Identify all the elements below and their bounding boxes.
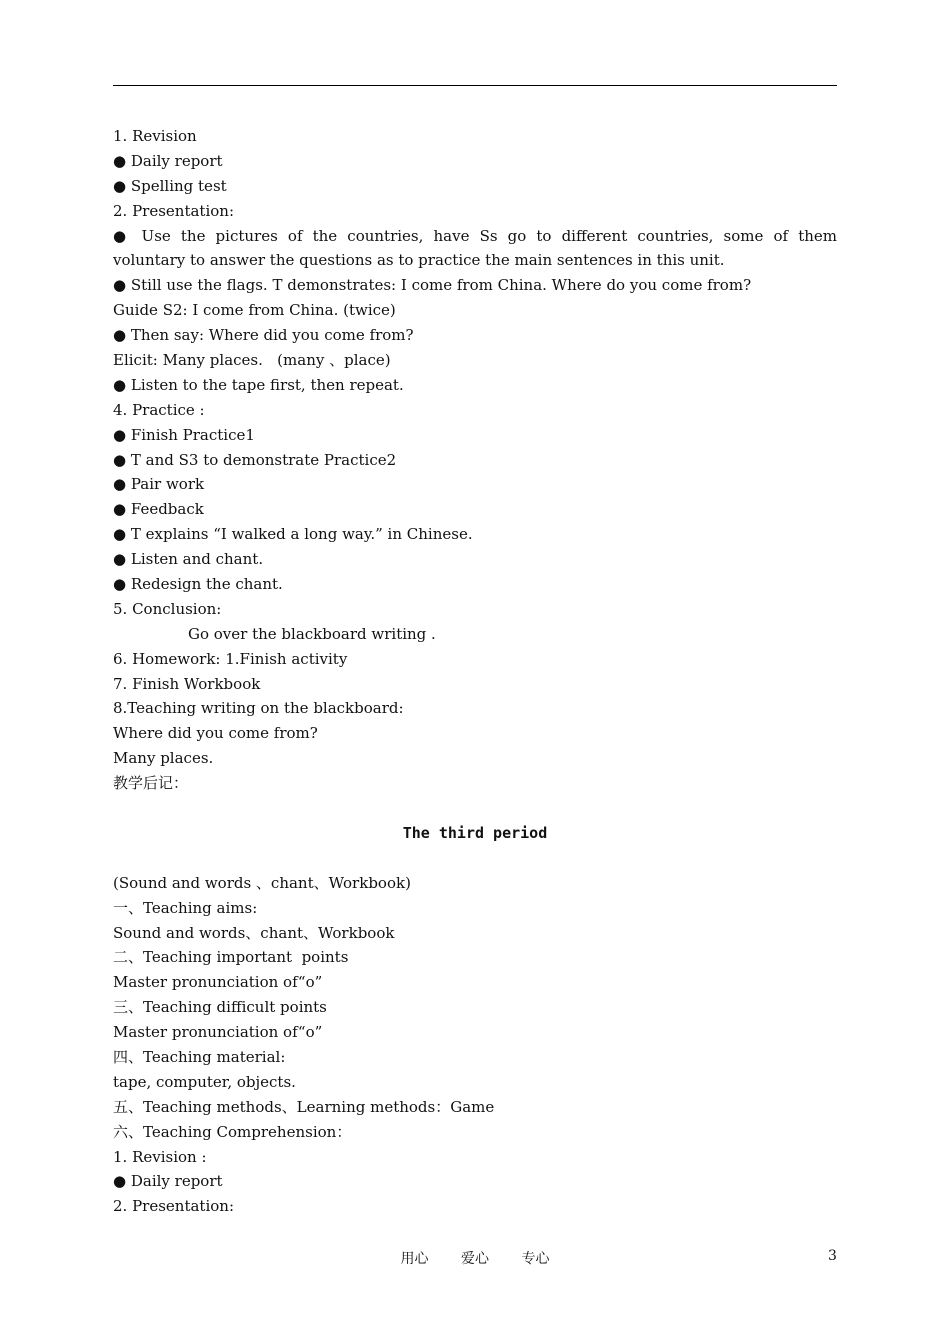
text-line: 二、Teaching important points <box>113 948 349 967</box>
text-line: Where did you come from? <box>113 724 318 743</box>
text-line: ● Use the pictures of the countries, have Ss go to different countries, some of them <box>113 226 837 245</box>
text-line: ● Daily report <box>113 1172 223 1191</box>
text-line: Master pronunciation of“o” <box>113 1023 323 1042</box>
text-line: 教学后记： <box>113 774 189 793</box>
text-line: 1. Revision <box>113 127 197 145</box>
text-line: ● Then say: Where did you come from? <box>113 326 414 345</box>
text-line: ● Finish Practice1 <box>113 425 255 444</box>
document-body <box>113 124 837 1219</box>
footer-word: 专心 <box>521 1251 550 1267</box>
text-line: ● Redesign the chant. <box>113 575 283 594</box>
text-line: tape, computer, objects. <box>113 1072 296 1091</box>
text-line: ● T explains “I walked a long way.” in Chinese. <box>113 525 473 544</box>
blank-line <box>113 846 837 871</box>
text-line: Master pronunciation of“o” <box>113 973 323 992</box>
text-line: ● Listen and chant. <box>113 550 264 569</box>
text-line: ● Spelling test <box>113 176 227 195</box>
text-line: 四、Teaching material: <box>113 1047 286 1066</box>
text-line: 三、Teaching difficult points <box>113 998 327 1017</box>
text-line: Guide S2: I come from China. (twice) <box>113 301 396 320</box>
section-title: The third period <box>402 823 548 842</box>
text-line: ● Daily report <box>113 151 223 170</box>
text-line: Go over the blackboard writing . <box>188 624 436 643</box>
text-line: 一、Teaching aims: <box>113 898 258 917</box>
text-line: 7. Finish Workbook <box>113 674 261 693</box>
text-line: 五、Teaching methods、Learning methods：Game <box>113 1097 495 1116</box>
text-line: 2. Presentation: <box>113 1197 234 1216</box>
text-line: Sound and words、chant、Workbook <box>113 923 395 942</box>
text-line: Elicit: Many places. (many 、place) <box>113 351 391 370</box>
text-line: ● T and S3 to demonstrate Practice2 <box>113 450 397 469</box>
footer-word: 用心 <box>400 1251 429 1267</box>
text-line: ● Still use the flags. T demonstrates: I come from China. Where do you come from? <box>113 276 752 295</box>
text-line: 6. Homework: 1.Finish activity <box>113 649 348 668</box>
text-line: 8.Teaching writing on the blackboard: <box>113 699 404 718</box>
page-number: 3 <box>828 1248 837 1264</box>
text-line: 4. Practice : <box>113 400 205 419</box>
text-line: 1. Revision : <box>113 1147 207 1166</box>
text-line: Many places. <box>113 749 214 768</box>
header-rule <box>113 85 837 86</box>
text-line: 2. Presentation: <box>113 201 234 220</box>
blank-line <box>113 796 837 821</box>
footer-word: 爱心 <box>461 1251 489 1267</box>
text-line: (Sound and words 、chant、Workbook) <box>113 873 411 892</box>
footer-motto <box>0 1248 950 1268</box>
text-line: ● Listen to the tape first, then repeat. <box>113 375 404 394</box>
text-line: ● Pair work <box>113 475 205 494</box>
text-line: 六、Teaching Comprehension： <box>113 1122 352 1141</box>
text-line: voluntary to answer the questions as to practice the main sentences in this unit. <box>113 251 725 270</box>
text-line: ● Feedback <box>113 500 204 519</box>
text-line: 5. Conclusion: <box>113 599 222 618</box>
